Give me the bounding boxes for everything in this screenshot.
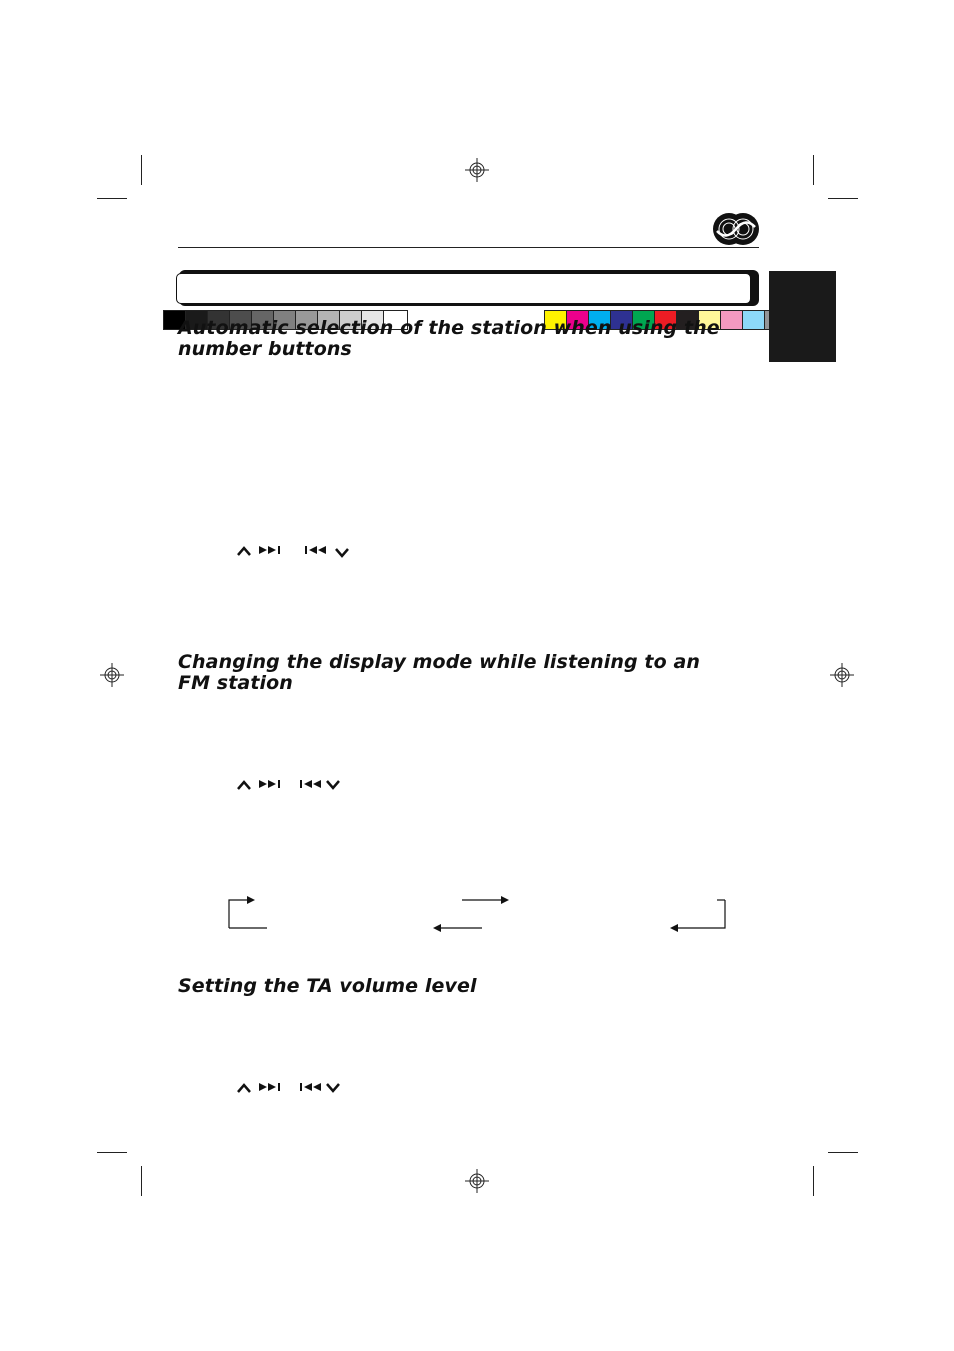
color-bar xyxy=(544,155,789,175)
skip-next-icon xyxy=(258,1082,284,1092)
arrow-right-icon xyxy=(229,896,267,928)
chevron-down-icon xyxy=(325,779,341,791)
dual-disc-logo-icon xyxy=(711,211,761,247)
skip-next-icon xyxy=(258,779,284,789)
section-title-ta-volume: Setting the TA volume level xyxy=(178,975,477,997)
arrow-left-icon xyxy=(433,924,482,932)
registration-target-icon xyxy=(830,663,854,687)
crop-mark xyxy=(141,155,142,185)
crop-mark xyxy=(813,1166,814,1196)
section-tab xyxy=(769,271,836,362)
chevron-down-icon xyxy=(325,1082,341,1094)
chevron-up-icon xyxy=(236,779,252,791)
registration-target-icon xyxy=(100,663,124,687)
crop-mark xyxy=(828,1152,858,1153)
arrow-right-icon xyxy=(462,896,509,904)
display-mode-cycle-diagram xyxy=(225,890,730,935)
skip-next-icon xyxy=(258,545,284,555)
button-row xyxy=(236,543,356,561)
arrow-left-icon xyxy=(670,900,725,932)
skip-previous-icon xyxy=(304,545,330,555)
section-title-display-mode: Changing the display mode while listening to an FM station xyxy=(178,651,700,694)
button-row xyxy=(236,1080,356,1098)
registration-target-icon xyxy=(465,1169,489,1193)
skip-previous-icon xyxy=(299,1082,325,1092)
crop-mark xyxy=(813,155,814,185)
registration-target-icon xyxy=(465,158,489,182)
crop-mark xyxy=(828,198,858,199)
button-row xyxy=(236,777,356,795)
grayscale-bar xyxy=(163,155,408,175)
skip-previous-icon xyxy=(299,779,325,789)
chevron-up-icon xyxy=(236,545,252,557)
crop-mark xyxy=(97,1152,127,1153)
crop-mark xyxy=(141,1166,142,1196)
chevron-down-icon xyxy=(334,547,350,559)
section-header-box xyxy=(176,270,759,308)
crop-mark xyxy=(97,198,127,199)
chevron-up-icon xyxy=(236,1082,252,1094)
header-rule xyxy=(178,247,759,248)
section-title-auto-select: Automatic selection of the station when using the number buttons xyxy=(178,317,720,360)
